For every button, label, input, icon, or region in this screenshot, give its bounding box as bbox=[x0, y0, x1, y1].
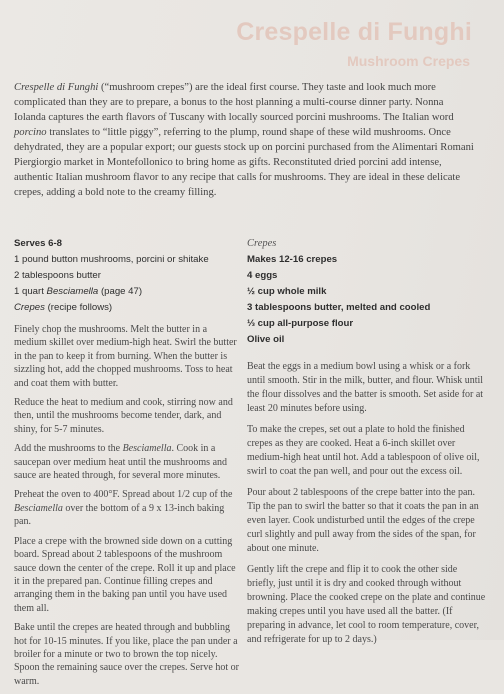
serves-line: Serves 6-8 bbox=[14, 238, 63, 249]
step-paragraph: To make the crepes, set out a plate to hold the finished crepes as they are cooked. Heat a 6-inch skillet over medium-high heat until hot. Add a tablespoon of olive oil, swirl to coat the pan well, and pour out the excess oil. bbox=[247, 424, 480, 477]
ingredient-item: Crepes (recipe follows) bbox=[14, 302, 113, 313]
step-paragraph: Pour about 2 tablespoons of the crepe batter into the pan. Tip the pan to swirl the batter so that it coats the pan in an even layer. Cook undisturbed until the edges of the crepe curl slightly and pull away from the sides of the span, for about one minute. bbox=[247, 487, 479, 554]
step-paragraph: Add the mushrooms to the Besciamella. Cook in a saucepan over medium heat until the mushrooms and sauce are heated through, for several more minutes. bbox=[14, 443, 228, 482]
intro-lead: Crespelle di Funghi bbox=[14, 82, 99, 93]
intro-italic-word: porcino bbox=[14, 127, 47, 138]
step-paragraph: Reduce the heat to medium and cook, stirring now and then, until the mushrooms become tender, dark, and shiny, for 5-7 minutes. bbox=[14, 397, 233, 435]
ingredient-item: Makes 12-16 crepes bbox=[247, 254, 338, 265]
ingredient-item: 1 pound button mushrooms, porcini or shitake bbox=[14, 254, 209, 265]
ingredient-item: 2 tablespoons butter bbox=[14, 270, 101, 281]
crepes-steps bbox=[247, 360, 487, 647]
ingredient-item: 4 eggs bbox=[247, 270, 278, 281]
step-paragraph: Place a crepe with the browned side down on a cutting board. Spread about 2 tablespoons of the mushroom sauce down the center of the crepe. Roll it up and place it in the prepared pan. Continue filling crepes and arranging them in the baking pan until you have used them all. bbox=[14, 535, 236, 614]
ingredient-item: ½ cup whole milk bbox=[247, 286, 327, 297]
step-paragraph: Preheat the oven to 400°F. Spread about 1/2 cup of the Besciamella over the bottom of a 9 x 13-inch baking pan. bbox=[14, 489, 233, 528]
right-column bbox=[247, 236, 487, 654]
step-paragraph: Beat the eggs in a medium bowl using a whisk or a fork until smooth. Stir in the milk, butter, and flour. Whisk until the flour dissolves and the batter is smooth. Set aside for at least 20 minutes before using. bbox=[247, 361, 484, 414]
ingredient-item: 3 tablespoons butter, melted and cooled bbox=[247, 302, 431, 313]
intro-text-2: translates to “little piggy”, referring to the plump, round shape of these wild mushrooms. Once dehydrated, they are a popular export; our guests stock up on porcini purchased from the Alimentari Romani Piergiorgio market in Montefollonico to bring home as gifts. Reconstituted dried porcini add intense, authentic Italian mushroom flavor to any recipe that calls for mushrooms. They are ideal in these delicate crepes, adding a bold note to the creamy filling. bbox=[14, 127, 474, 198]
crepes-ingredients bbox=[247, 252, 487, 348]
step-paragraph: Finely chop the mushrooms. Melt the butter in a medium skillet over medium-high heat. Swirl the butter in the pan to keep it from burning. When the butter is sizzling hot, add the chopped mushrooms. Toss to heat and coat them with butter. bbox=[14, 324, 237, 389]
recipe-subtitle: Mushroom Crepes bbox=[347, 53, 470, 69]
intro-text-1: (“mushroom crepes”) are the ideal first course. They taste and look much more complicated than they are to prepare, a bonus to the host planning a multi-course dinner party. Nonna Iolanda captures the earth flavors of Tuscany with locally sourced porcini mushrooms. The Italian word bbox=[14, 82, 454, 123]
ingredient-item: 1 quart Besciamella (page 47) bbox=[14, 286, 143, 297]
recipe-title: Crespelle di Funghi bbox=[236, 18, 472, 46]
ingredient-item: Olive oil bbox=[247, 334, 285, 345]
intro-paragraph bbox=[14, 80, 476, 200]
filling-steps bbox=[14, 323, 240, 688]
filling-ingredients bbox=[14, 236, 240, 316]
ingredient-item: ⅓ cup all-purpose flour bbox=[247, 318, 354, 329]
left-column bbox=[14, 236, 240, 694]
step-paragraph: Bake until the crepes are heated through and bubbling hot for 10-15 minutes. If you like, place the pan under a broiler for a minute or two to brown the top nicely. Spoon the remaining sauce over the crepes. Serve hot or warm. bbox=[14, 622, 239, 687]
crepes-heading: Crepes bbox=[247, 238, 277, 249]
step-paragraph: Gently lift the crepe and flip it to cook the other side briefly, just until it is dry and cooked through without browning. Place the cooked crepe on the plate and continue making crepes until you have used all the batter. (If preparing in advance, let cool to room temperature, cover, and refrigerate for up to 2 days.) bbox=[247, 564, 486, 645]
